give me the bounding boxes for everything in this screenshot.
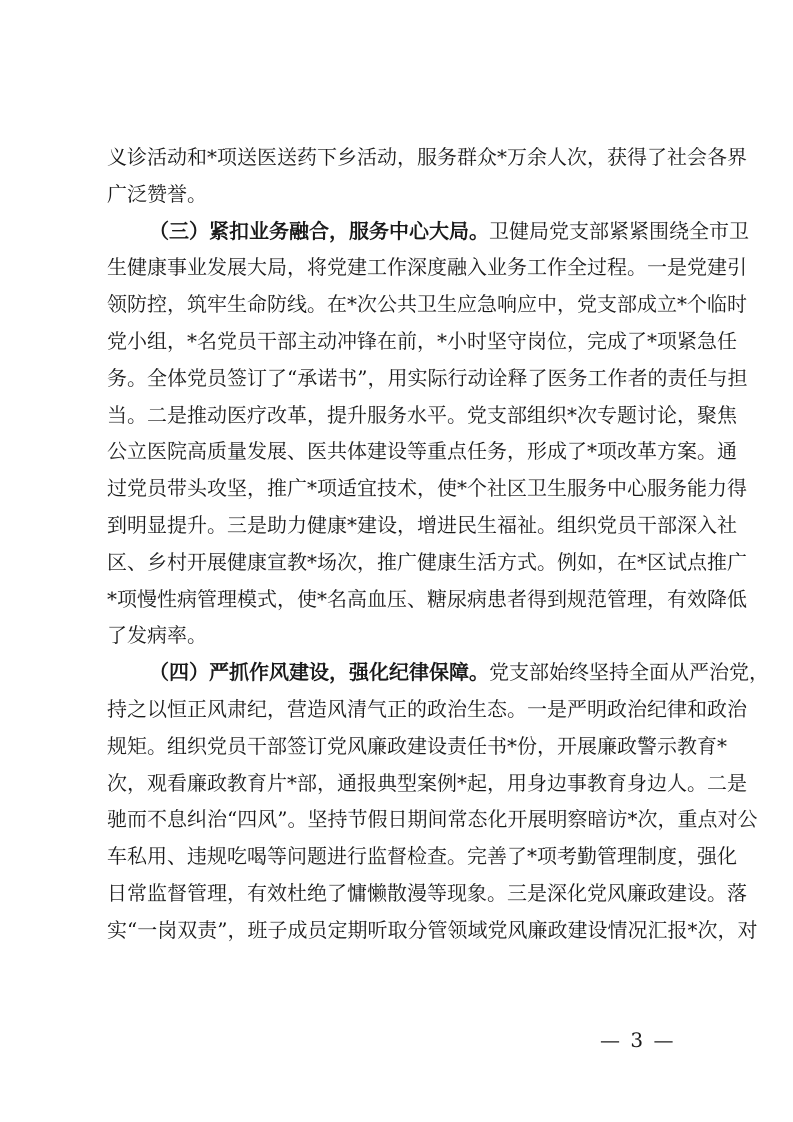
line-text: 到明显提升。三是助力健康*建设，增进民生福祉。组织党员干部深入社 (107, 512, 737, 537)
paragraph (107, 139, 747, 213)
text-line (107, 875, 747, 912)
line-text: 义诊活动和*项送医送药下乡活动，服务群众*万余人次，获得了社会各界 (107, 145, 747, 169)
line-text: 实“一岗双责”，班子成员定期听取分管领域党风廉政建设情况汇报*次，对 (107, 917, 758, 942)
text-line (107, 397, 737, 434)
text-line (107, 838, 737, 875)
text-line (107, 249, 747, 286)
line-text: 日常监督管理，有效杜绝了慵懒散漫等现象。三是深化党风廉政建设。落 (107, 880, 747, 905)
text-line (107, 617, 693, 654)
line-text: 党支部始终坚持全面从严治党， (489, 660, 769, 685)
text-line (107, 581, 747, 618)
line-text: 公立医院高质量发展、医共体建设等重点任务，形成了*项改革方案。通 (107, 439, 737, 464)
text-line (107, 139, 747, 176)
line-text: 驰而不息纠治“四风”。坚持节假日期间常态化开展明察暗访*次，重点对公 (107, 807, 758, 832)
text-line (107, 507, 737, 544)
text-line (107, 912, 758, 949)
text-line (107, 213, 749, 250)
text-line (107, 728, 727, 765)
line-text: 领防控，筑牢生命防线。在*次公共卫生应急响应中，党支部成立*个临时 (107, 292, 747, 317)
section-heading: （四）严抓作风建设，强化纪律保障。 (149, 660, 489, 685)
text-line (107, 544, 747, 581)
line-text: 了发病率。 (107, 623, 207, 648)
line-text: 区、乡村开展健康宣教*场次，推广健康生活方式。例如，在*区试点推广 (107, 549, 747, 574)
line-text: 务。全体党员签订了“承诺书”，用实际行动诠释了医务工作者的责任与担 (107, 365, 748, 390)
line-text: 持之以恒正风肃纪，营造风清气正的政治生态。一是严明政治纪律和政治 (107, 696, 747, 721)
paragraph (107, 213, 749, 655)
page-number: — 3 — (600, 1028, 676, 1052)
text-line (107, 286, 747, 323)
paragraph (107, 654, 769, 948)
text-line (107, 176, 693, 213)
text-line (107, 433, 737, 470)
line-text: 卫健局党支部紧紧围绕全市卫 (489, 218, 749, 243)
line-text: 党小组，*名党员干部主动冲锋在前，*小时坚守岗位，完成了*项紧急任 (107, 328, 737, 353)
section-heading: （三）紧扣业务融合，服务中心大局。 (149, 218, 489, 243)
text-line (107, 654, 769, 691)
text-line (107, 470, 747, 507)
text-line (107, 323, 737, 360)
line-text: 车私用、违规吃喝等问题进行监督检查。完善了*项考勤管理制度，强化 (107, 844, 737, 869)
text-line (107, 360, 748, 397)
document-body (107, 139, 769, 949)
line-text: 当。二是推动医疗改革，提升服务水平。党支部组织*次专题讨论，聚焦 (107, 402, 737, 427)
line-text: 规矩。组织党员干部签订党风廉政建设责任书*份，开展廉政警示教育* (107, 733, 727, 758)
text-line (107, 801, 758, 838)
text-line (107, 765, 747, 802)
line-text: 过党员带头攻坚，推广*项适宜技术，使*个社区卫生服务中心服务能力得 (107, 476, 747, 501)
line-text: 次，观看廉政教育片*部，通报典型案例*起，用身边事教育身边人。二是 (107, 770, 747, 795)
line-text: *项慢性病管理模式，使*名高血压、糖尿病患者得到规范管理，有效降低 (107, 586, 747, 611)
text-line (107, 691, 747, 728)
line-text: 生健康事业发展大局，将党建工作深度融入业务工作全过程。一是党建引 (107, 255, 747, 280)
line-text: 广泛赞誉。 (107, 181, 207, 206)
